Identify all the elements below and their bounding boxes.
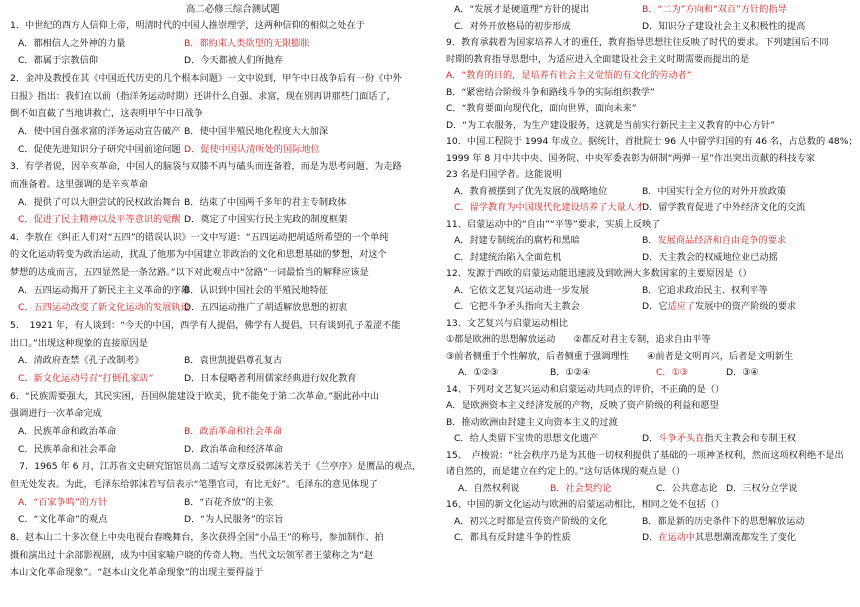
line-text: 16、中国的新文化运动与欧洲的启蒙运动相比，相同之处不包括（） <box>446 499 725 510</box>
answer-option: C．都属于宗教信仰 <box>18 55 98 67</box>
option-text: B．使中国半殖民地化程度大大加深 <box>184 125 329 137</box>
answer-option: A．“发展才是硬道理”方针的提出 <box>454 4 590 15</box>
line-text: B．“紧密结合阶级斗争和路线斗争的实际组织教学” <box>446 86 655 98</box>
option-text: D．天主教会的权威地位业已动摇 <box>642 251 778 263</box>
answer-option: C．对外开放格局的初步形成 <box>454 20 571 32</box>
line-text: 5． 1921 年，有人谈到：“今天的中国，西学有人提倡，佛学有人提倡，只有谈到孔子羞涩不能 <box>10 320 401 332</box>
option-text: 其思想潮流都发生了变化 <box>695 532 797 543</box>
line-text: 1．中世纪的西方人信仰上帝，明清时代的中国人推崇理学，这两种信仰的相似之处在于 <box>10 20 365 31</box>
question-line <box>446 120 775 133</box>
question-line <box>10 479 378 492</box>
answer-option: A．初兴之时都是宣传资产阶级的文化 <box>454 515 608 527</box>
line-text: C．“教育要面向现代化，面向世界，面向未来” <box>446 103 637 114</box>
option-text: 发展中的资产阶级的要求 <box>695 301 797 312</box>
question-line <box>446 136 858 149</box>
option-key: B． <box>642 235 658 246</box>
answer-option: D．三权分立学说 <box>726 482 798 494</box>
line-text: 的文化运动转变为政治运动，扰乱了他那为中国建立非政治的文化和思想基础的梦想，对这个 <box>10 249 387 261</box>
question-line <box>446 219 660 232</box>
question-line <box>446 153 815 166</box>
line-text: 13、文艺复兴与启蒙运动相比 <box>446 317 568 329</box>
option-text: D．“为人民服务”的宗旨 <box>184 514 284 526</box>
question-line <box>10 267 369 280</box>
answer-option <box>642 186 786 198</box>
answer-option <box>642 252 778 264</box>
option-text: 适应了 <box>667 301 696 312</box>
answer-option: A．使中国自强求富的洋务运动宣告破产 <box>18 125 181 137</box>
question-line <box>446 70 692 83</box>
option-text: D．日本侵略者利用儒家经典进行奴化教育 <box>184 373 357 384</box>
question-line <box>10 73 402 86</box>
answer-option: A．①②③ <box>458 367 499 378</box>
answer-option <box>642 21 805 33</box>
question-line <box>10 461 421 474</box>
answer-option: C．都具有反封建斗争的性质 <box>454 532 571 543</box>
line-text: 11、启蒙运动中的“自由”“平等”要求，实质上反映了 <box>446 218 661 230</box>
answer-option: C．新文化运动号召“打倒孔家店” <box>18 373 154 384</box>
answer-option: A．民族革命和政治革命 <box>18 425 117 437</box>
question-line <box>10 567 263 580</box>
answer-option <box>642 202 805 214</box>
option-text: B．政治革命和社会革命 <box>184 425 283 437</box>
question-line <box>10 179 148 192</box>
line-text: 23 名是归国学者。这能说明 <box>446 169 562 180</box>
line-text: 本山文化革命现象”。“赵本山文化革命现象”的出现主要得益于 <box>10 567 264 579</box>
page-title: 高二必修三综合测试题 <box>186 4 280 15</box>
answer-option: C．封建统治陷入全面危机 <box>454 251 562 263</box>
answer-option <box>642 301 796 313</box>
option-key: D． <box>642 532 659 543</box>
answer-option <box>642 516 805 528</box>
option-text: B．中国实行全方位的对外开放政策 <box>642 185 787 197</box>
line-text: 15、 卢梭说：“社会秩序乃是为其他一切权利提供了基础的一项神圣权利，然而这项权利绝不是出 <box>446 449 844 461</box>
answer-option <box>184 285 328 297</box>
question-line <box>10 320 401 333</box>
answer-option: A．提供了可以大胆尝试的民权政治舞台 <box>18 196 181 208</box>
option-text: D．今天都被人们所抛弃 <box>184 55 283 67</box>
answer-option: C．公共意志论 <box>656 482 718 494</box>
answer-option <box>184 55 283 67</box>
answer-option <box>184 302 347 314</box>
question-line <box>446 450 844 463</box>
option-text: D．奠定了中国实行民主宪政的制度框架 <box>184 214 348 226</box>
line-text: 时期的教育指导思想中，为适应进入全面建设社会主义时期需要而提出的是 <box>446 53 750 65</box>
answer-option: B．①②④ <box>550 367 591 378</box>
question-line <box>10 338 148 351</box>
question-line <box>446 417 618 430</box>
line-text: 7．1965 年 6 月，江苏省文史研究馆馆员高二适写文章反驳郭沫若关于《兰亭序》是赝品的观点， <box>10 461 422 473</box>
answer-option: A．都相信人之外神的力量 <box>18 37 126 49</box>
option-text: D．留学教育促进了中外经济文化的交流 <box>642 202 806 213</box>
answer-option <box>642 433 796 445</box>
question-line <box>10 108 203 121</box>
answer-option <box>184 38 310 50</box>
line-text: 梦想的达成而言，五四显然是一条岔路。”以下对此观点中“岔路”一词最恰当的解释应该是 <box>10 267 369 279</box>
line-text: 12、发源于西欧的启蒙运动能迅速波及到欧洲大多数国家的主要原因是（） <box>446 268 752 279</box>
line-text: 8．赵本山二十多次登上中央电视台春晚舞台，多次获得全国“小品王”的称号，参加制作、拍 <box>10 531 384 543</box>
line-text: B．推动欧洲由封建主义向资本主义的过渡 <box>446 416 618 428</box>
question-line <box>10 161 402 174</box>
option-text: B．都約束人类欲望的无限膨胀 <box>184 37 310 49</box>
question-line <box>446 169 562 182</box>
answer-option: C．促使先进知识分子研究中国前途问题 <box>18 143 181 155</box>
option-text: B．袁世凯提倡尊孔复古 <box>184 355 283 367</box>
answer-option: C．“文化革命”的观点 <box>18 514 108 526</box>
line-text: 14、下列对文艺复兴运动和启蒙运动共同点的评价，不正确的是（） <box>446 383 725 395</box>
line-text: 2．金冲及教授在其《中国近代历史的几个根本问题》一文中说到，甲午中日战争后有一份《中外 <box>10 72 402 84</box>
option-text: B．“二为”方向和“双百”方针的指导 <box>642 4 787 15</box>
option-text: B．它追求政治民主、权利平等 <box>642 284 768 296</box>
option-text: D．五四运动推广了胡适解放思想的初衷 <box>184 302 348 314</box>
answer-option: D．③④ <box>726 367 759 378</box>
line-text: 10．中国工程院于 1994 年成立。据统计，首批院士 96 人中留学归国的有 46 名，占总数的 48%； <box>446 136 858 147</box>
option-key: D．它 <box>642 301 668 312</box>
line-text: D．“为工农服务，为生产建设服务，这就是当前实行新民主主义教育的中心方针” <box>446 119 775 131</box>
answer-option: C．留学教育为中国现代化建设培养了大量人才 <box>454 202 645 213</box>
question-line <box>446 466 685 479</box>
answer-option: A．封建专制统治的腐朽和黑暗 <box>454 235 580 246</box>
option-text: 斗争矛头直 <box>658 433 705 444</box>
answer-option <box>184 444 283 456</box>
option-text: 发展商品经济和自由竞争的要求 <box>657 235 787 246</box>
answer-option <box>642 532 796 544</box>
answer-option: B．社会契约论 <box>550 482 612 494</box>
line-text: 而准备着。这里强调的是辛亥革命 <box>10 178 148 190</box>
question-line <box>10 532 384 545</box>
question-line <box>446 37 829 50</box>
answer-option: C．它把斗争矛头指向天主教会 <box>454 301 580 312</box>
option-key: D． <box>642 433 659 444</box>
answer-option <box>184 144 320 156</box>
answer-option: A．自然权利说 <box>458 482 520 494</box>
answer-option: A．它依文艺复兴运动进一步发展 <box>454 284 589 296</box>
option-text: B．结束了中国两千多年的君主专制政体 <box>184 196 347 208</box>
question-line <box>446 384 724 397</box>
answer-option: A．五四运动揭开了新民主主义革命的序幕 <box>18 284 190 296</box>
option-text: 在运动中 <box>658 532 696 543</box>
question-line <box>10 91 396 104</box>
line-text: 4．李敖在《纠正人们对“五四”的错误认识》一文中写道：“五四运动把胡适所希望的一个单纯 <box>10 231 389 243</box>
option-text: D．促使中国认清所处的国际地位 <box>184 143 320 155</box>
question-line <box>10 20 365 33</box>
line-text: 6．“民族需要强大，其民实困，吾国纵能建设于欧美，犹不能免于第二次革命。”据此孙中山 <box>10 390 380 402</box>
question-line <box>446 103 637 116</box>
question-line <box>446 400 719 413</box>
line-text: ③前者侧重于个性解放，后者侧重于强调理性 ④前者是文明再兴，后者是文明新生 <box>446 350 794 362</box>
option-text: 指天主教会和专制王权 <box>704 433 797 444</box>
option-text: B．都是新的历史条件下的思想解放运动 <box>642 515 805 527</box>
answer-option <box>184 197 347 209</box>
answer-option: C．促进了民主精神以及平等意识的觉醒 <box>18 214 181 226</box>
answer-option: C．①③ <box>656 367 689 378</box>
line-text: A．是欧洲资本主义经济发展的产物，反映了资产阶级的利益和愿望 <box>446 400 719 411</box>
answer-option: C．给人类留下宝贵的思想文化遗产 <box>454 433 599 444</box>
answer-option <box>642 4 787 16</box>
line-text: 摄和演出过十余部影视剧，成为中国家喻户晓的传奇人物。当代文坛领军者王蒙称之为“赵 <box>10 549 374 561</box>
answer-option <box>642 235 786 247</box>
question-line <box>446 87 655 100</box>
answer-option <box>184 373 356 385</box>
line-text: ①都是欧洲的思想解放运动 ②都反对君主专制，追求自由平等 <box>446 334 711 345</box>
line-text: 9．教育承载着为国家培养人才的重任，教育指导思想往往反映了时代的要求。下列建国后不同 <box>446 37 829 48</box>
line-text: 日报》指出：我们在以前（指洋务运动时期）还讲什么自强、求富，现在别再讲那些门面话了， <box>10 90 396 102</box>
question-line <box>10 391 379 404</box>
line-text: 强调进行一次革命完成 <box>10 408 102 420</box>
answer-option <box>184 355 282 367</box>
option-text: D．知识分子建设社会主义积极性的提高 <box>642 20 806 32</box>
answer-option: C．五四运动改变了新文化运动的发展轨迹 <box>18 302 190 314</box>
question-line <box>446 268 752 281</box>
line-text: A．“教育的目的，是培养有社会主义觉悟的有文化的劳动者” <box>446 70 692 81</box>
answer-option: A．教育被摆到了优先发展的战略地位 <box>454 185 608 197</box>
answer-option <box>642 285 768 297</box>
line-text: 但无处发表。为此，毛泽东给郭沫若写信表示“笔墨官司，有比无好”。毛泽东的意见体现了 <box>10 478 378 490</box>
line-text: 诸自然的，而是建立在约定上的。”这句话体现的观点是（） <box>446 466 686 477</box>
question-line <box>446 499 724 512</box>
answer-option <box>184 426 282 438</box>
question-line <box>446 334 711 347</box>
option-text: B．认识到中国社会的半殖民地特征 <box>184 284 329 296</box>
question-line <box>446 54 749 67</box>
question-line <box>10 232 388 245</box>
question-line <box>10 249 387 262</box>
option-text: D．政治革命和经济革命 <box>184 443 283 455</box>
question-line <box>10 550 373 563</box>
line-text: 倒不如直截了当地讲救亡，这表明甲午中日战争 <box>10 108 203 120</box>
question-line <box>446 351 793 364</box>
answer-option <box>184 514 283 526</box>
answer-option: A．清政府查禁《孔子改制考》 <box>18 355 144 367</box>
line-text: 3．有学者说，因辛亥革命，中国人的脑袋与双膝不再与磕头而连备着，而是为思考问题、为走路 <box>10 161 402 173</box>
option-text: B．“百花齐放”的主张 <box>184 496 274 508</box>
answer-option <box>184 214 347 226</box>
question-line <box>10 408 102 421</box>
answer-option: C．民族革命和社会革命 <box>18 443 117 455</box>
answer-option <box>184 126 328 138</box>
answer-option <box>184 497 273 509</box>
line-text: 1999 年 8 月中共中央、国务院、中央军委表彰为研制“两弹一星”作出突出贡献的科技专家 <box>446 152 816 164</box>
line-text: 出口。”出现这种现象的直接原因是 <box>10 337 148 349</box>
answer-option: A．“百家争鸣”的方针 <box>18 496 108 508</box>
question-line <box>446 318 568 331</box>
